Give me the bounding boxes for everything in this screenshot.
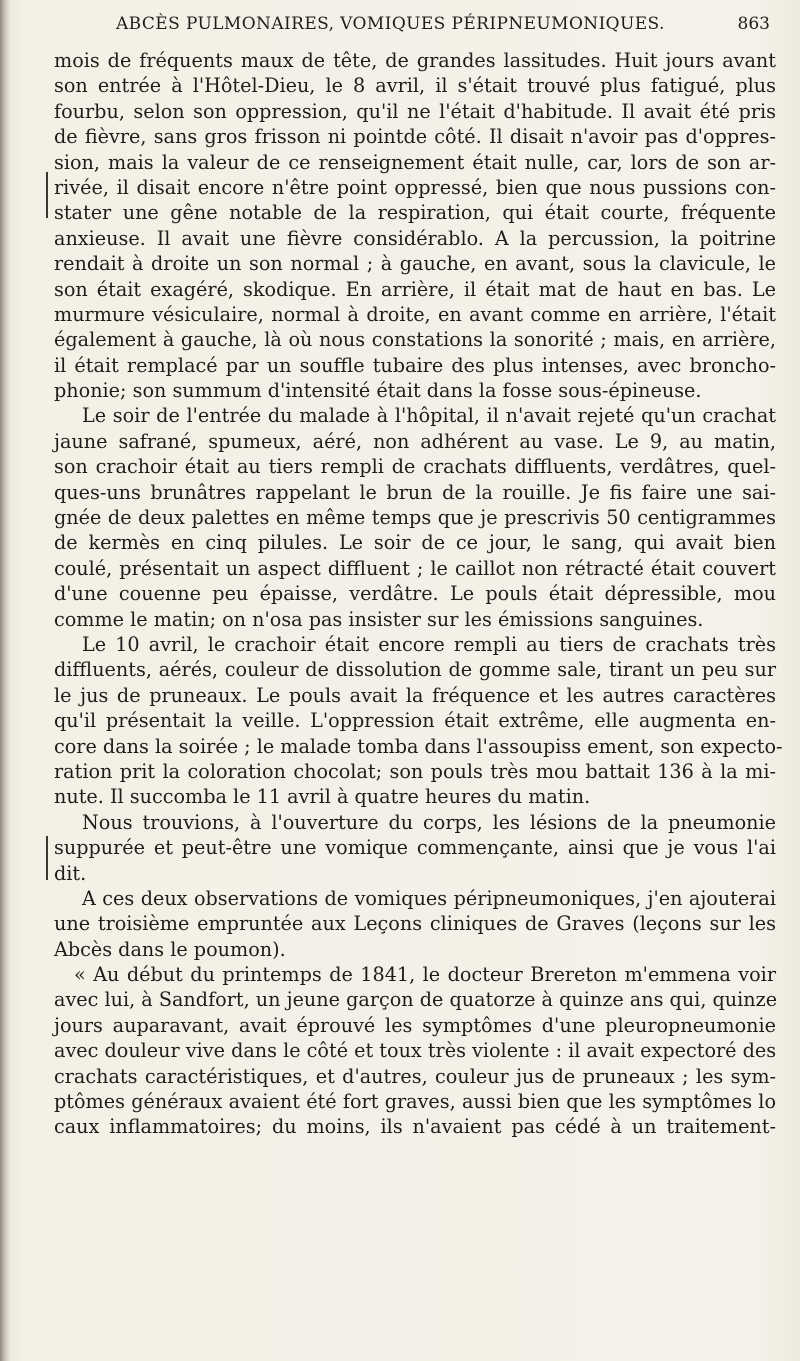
text-line: caux inflammatoires; du moins, ils n'avaient pas cédé à un traitement- (54, 1115, 776, 1139)
page-binding-edge (0, 0, 10, 1361)
text-line: dit. (54, 861, 87, 885)
text-line: son était exagéré, skodique. En arrière, il était mat de haut en bas. Le (54, 277, 776, 301)
text-line: le jus de pruneaux. Le pouls avait la fréquence et les autres caractères (54, 683, 776, 707)
text-line: A ces deux observations de vomiques péripneumoniques, j'en ajouterai (82, 886, 776, 910)
text-line: Nous trouvions, à l'ouverture du corps, les lésions de la pneumonie (82, 810, 776, 834)
text-line: ration prit la coloration chocolat; son pouls très mou battait 136 à la mi- (54, 759, 776, 783)
text-line: murmure vésiculaire, normal à droite, en avant comme en arrière, l'était (54, 302, 776, 326)
text-line: diffluents, aérés, couleur de dissolution de gomme sale, tirant un peu sur (54, 658, 776, 682)
text-line: qu'il présentait la veille. L'oppression était extrême, elle augmenta en- (54, 709, 776, 733)
text-line: mois de fréquents maux de tête, de grandes lassitudes. Huit jours avant (54, 49, 776, 72)
page-number: 863 (737, 14, 770, 34)
text-line: son entrée à l'Hôtel-Dieu, le 8 avril, il s'était trouvé plus fatigué, plus (54, 74, 776, 98)
text-line: avec douleur vive dans le côté et toux très violente : il avait expectoré des (54, 1039, 777, 1063)
text-line: Le 10 avril, le crachoir était encore rempli au tiers de crachats très (82, 632, 776, 656)
text-line: jaune safrané, spumeux, aéré, non adhérent au vase. Le 9, au matin, (54, 429, 776, 453)
text-line: également à gauche, là où nous constations la sonorité ; mais, en arrière, (54, 328, 776, 352)
text-line: anxieuse. Il avait une fièvre considérablo. A la percussion, la poitrine (54, 226, 776, 250)
text-line: de kermès en cinq pilules. Le soir de ce jour, le sang, qui avait bien (54, 531, 776, 555)
text-line: coulé, présentait un aspect diffluent ; le caillot non rétracté était couvert (54, 556, 776, 580)
text-line: nute. Il succomba le 11 avril à quatre heures du matin. (54, 785, 591, 809)
text-line: une troisième empruntée aux Leçons cliniques de Graves (leçons sur les (54, 912, 776, 936)
text-line: rendait à droite un son normal ; à gauche, en avant, sous la clavicule, le (54, 252, 776, 276)
text-line: « Au début du printemps de 1841, le docteur Brereton m'emmena voir (74, 963, 776, 987)
text-line: crachats caractéristiques, et d'autres, couleur jus de pruneaux ; les sym- (54, 1064, 776, 1088)
running-title: ABCÈS PULMONAIRES, VOMIQUES PÉRIPNEUMONIQUES. (116, 14, 665, 34)
text-line: phonie; son summum d'intensité était dans la fosse sous-épineuse. (54, 379, 702, 403)
text-line: rivée, il disait encore n'être point oppressé, bien que nous pussions con- (54, 175, 776, 199)
text-line: jours auparavant, avait éprouvé les symptômes d'une pleuropneumonie (54, 1013, 776, 1037)
text-line: avec lui, à Sandfort, un jeune garçon de quatorze à quinze ans qui, quinze (54, 988, 778, 1012)
text-line: de fièvre, sans gros frisson ni pointde côté. Il disait n'avoir pas d'oppres- (54, 125, 776, 149)
text-line: gnée de deux palettes en même temps que je prescrivis 50 centigrammes (54, 506, 776, 530)
text-line: Le soir de l'entrée du malade à l'hôpital, il n'avait rejeté qu'un crachat (82, 404, 776, 428)
text-line: d'une couenne peu épaisse, verdâtre. Le pouls était dépressible, mou (54, 582, 776, 606)
text-line: ques-uns brunâtres rappelant le brun de la rouille. Je fis faire une sai- (54, 480, 776, 504)
text-line: suppurée et peut-être une vomique commençante, ainsi que je vous l'ai (54, 836, 776, 860)
margin-bar-mark (46, 836, 48, 880)
text-line: sion, mais la valeur de ce renseignement était nulle, car, lors de son ar- (54, 150, 776, 174)
margin-bar-mark (46, 172, 48, 218)
body-text (54, 48, 783, 1140)
text-line: stater une gêne notable de la respiration, qui était courte, fréquente (54, 201, 776, 225)
text-line: son crachoir était au tiers rempli de crachats diffluents, verdâtres, quel- (54, 455, 776, 479)
text-line: ptômes généraux avaient été fort graves, aussi bien que les symptômes lo (54, 1090, 776, 1114)
text-line: comme le matin; on n'osa pas insister sur les émissions sanguines. (54, 607, 704, 631)
text-line: Abcès dans le poumon). (54, 937, 286, 961)
text-line: fourbu, selon son oppression, qu'il ne l'était d'habitude. Il avait été pris (54, 99, 776, 123)
text-line: core dans la soirée ; le malade tomba dans l'assoupiss ement, son expecto- (54, 734, 783, 758)
page-header (58, 10, 770, 40)
text-line: il était remplacé par un souffle tubaire des plus intenses, avec broncho- (54, 353, 776, 377)
